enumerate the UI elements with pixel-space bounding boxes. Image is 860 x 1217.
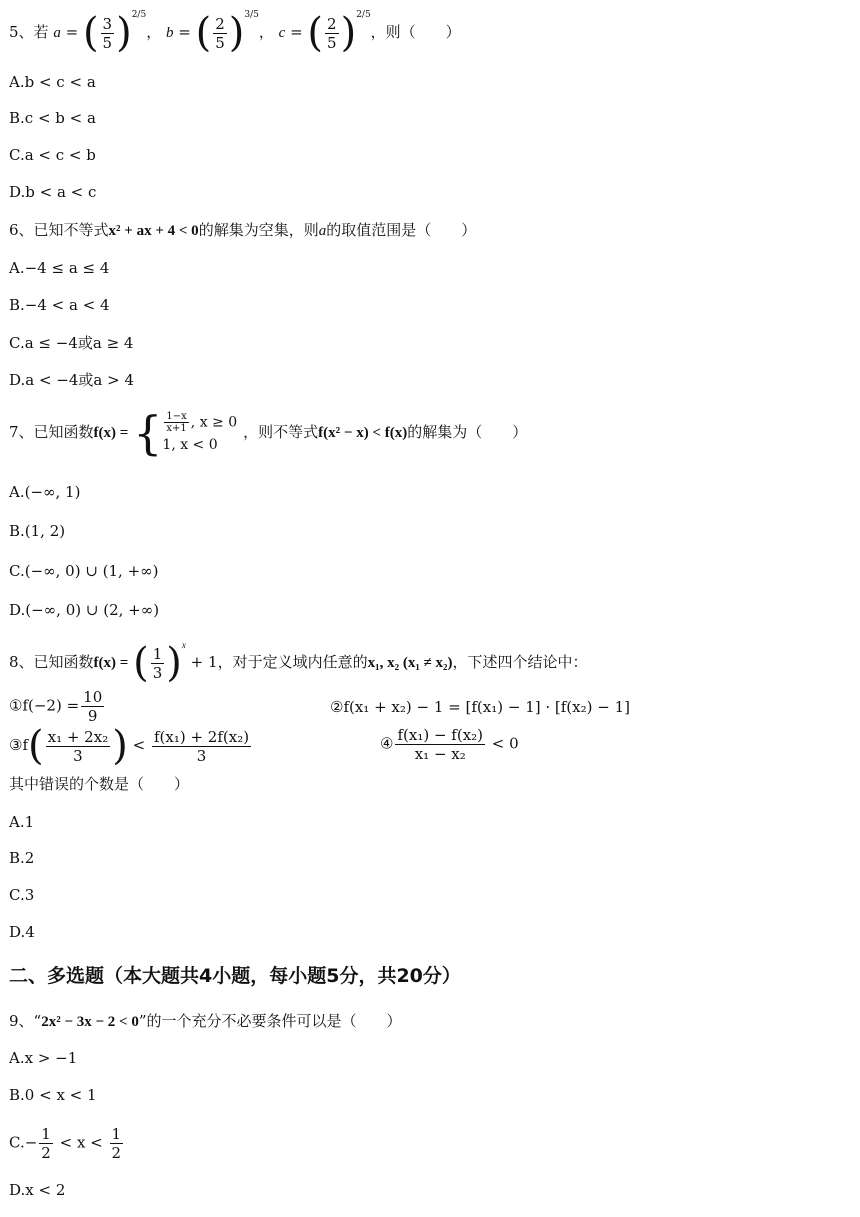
q6-option-b[interactable]: B.−4 < a < 4: [9, 296, 110, 314]
q5-b-exp: 3/5: [244, 10, 259, 20]
q7-option-c[interactable]: C.(−∞, 0) ∪ (1, +∞): [9, 562, 159, 580]
q9-option-d[interactable]: D.x < 2: [9, 1181, 66, 1199]
q8-conclusion-4: ④ $\frac{\text{f(x₁) − f(x₂)}}{\text{x₁ − x₂}}$ < 0: [380, 726, 519, 763]
q5-a-base: $\frac{3}{5}$: [102, 14, 113, 52]
q8-option-c[interactable]: C.3: [9, 886, 35, 904]
q8-conclusion-3: ③f( $\frac{\text{x₁ + 2x₂}}{3}$ ) < $\frac{\text{f(x₁) + 2f(x₂)}}{3}$: [9, 723, 250, 769]
q5-b-base: $\frac{2}{5}$: [215, 14, 225, 52]
q7-option-d[interactable]: D.(−∞, 0) ∪ (2, +∞): [9, 601, 160, 619]
q7-option-a[interactable]: A.(−∞, 1): [9, 483, 81, 501]
q5-c-exp: 2/5: [356, 10, 371, 20]
q8-ask: 其中错误的个数是（ ）: [9, 775, 190, 793]
q5-option-d[interactable]: D.b < a < c: [9, 183, 97, 201]
q6-option-d[interactable]: D.a < −4或a > 4: [9, 371, 135, 389]
q8-option-a[interactable]: A.1: [9, 813, 35, 831]
q9-expr: 2x² − 3x − 2 < 0: [41, 1014, 139, 1030]
q6-expr: x² + ax + 4 < 0: [108, 223, 199, 239]
q8-stem: 8、已知函数f(x) = ( $\frac{1}{3}$ )$^x$ + 1，对于定义域内任意的x₁, x₂ (x₁ ≠ x₂)，下述四个结论中：: [9, 640, 588, 686]
q7-option-b[interactable]: B.(1, 2): [9, 522, 66, 540]
q9-option-a[interactable]: A.x > −1: [9, 1049, 78, 1067]
q7-stem: 7、已知函数f(x) = { $\frac{1-x}{x+1}$ , x ≥ 0 1, x < 0 ，则不等式f(x² − x) < f(x)的解集为（ ）: [9, 406, 528, 460]
q5-stem-text: 5、若: [9, 23, 49, 41]
q5-option-a[interactable]: A.b < c < a: [9, 73, 96, 91]
q5-option-b[interactable]: B.c < b < a: [9, 109, 96, 127]
q5-stem: 5、若 a = ( $\frac{3}{5}$ )$^{2/5}$， b = ( $\frac{2}{5}$ )$^{3/5}$， c = ( $\frac{2}{5}$ )$^{2/5}$，则（ ）: [9, 10, 461, 56]
q6-option-a[interactable]: A.−4 ≤ a ≤ 4: [9, 259, 110, 277]
q8-option-b[interactable]: B.2: [9, 849, 35, 867]
section-title: 二、多选题（本大题共4小题，每小题5分，共20分）: [9, 965, 461, 987]
q5-a-exp: 2/5: [131, 10, 147, 20]
q7-brace: {: [133, 406, 163, 460]
q5-tail: ，则（ ）: [370, 23, 461, 41]
q8-base: $\frac{1}{3}$: [152, 644, 163, 682]
q8-conclusion-2: ②f(x₁ + x₂) − 1 = [f(x₁) − 1] · [f(x₂) − 1]: [330, 698, 630, 716]
q5-c-base: $\frac{2}{5}$: [327, 14, 337, 52]
q8-option-d[interactable]: D.4: [9, 923, 35, 941]
q8-conclusion-1: ①f(−2) = $\frac{10}{9}$: [9, 688, 103, 725]
q5-option-c[interactable]: C.a < c < b: [9, 146, 96, 164]
q7-inequality: f(x² − x) < f(x): [318, 425, 408, 441]
q9-stem: 9、“2x² − 3x − 2 < 0”的一个充分不必要条件可以是（ ）: [9, 1012, 402, 1030]
q6-stem: 6、已知不等式x² + ax + 4 < 0的解集为空集，则a的取值范围是（ ）: [9, 221, 477, 239]
q7-piecewise: $\frac{1-x}{x+1}$ , x ≥ 0 1, x < 0: [162, 410, 238, 453]
q9-option-b[interactable]: B.0 < x < 1: [9, 1086, 97, 1104]
q9-option-c[interactable]: C.− $\frac{1}{2}$ < x < $\frac{1}{2}$: [9, 1125, 122, 1162]
q6-option-c[interactable]: C.a ≤ −4或a ≥ 4: [9, 334, 134, 352]
